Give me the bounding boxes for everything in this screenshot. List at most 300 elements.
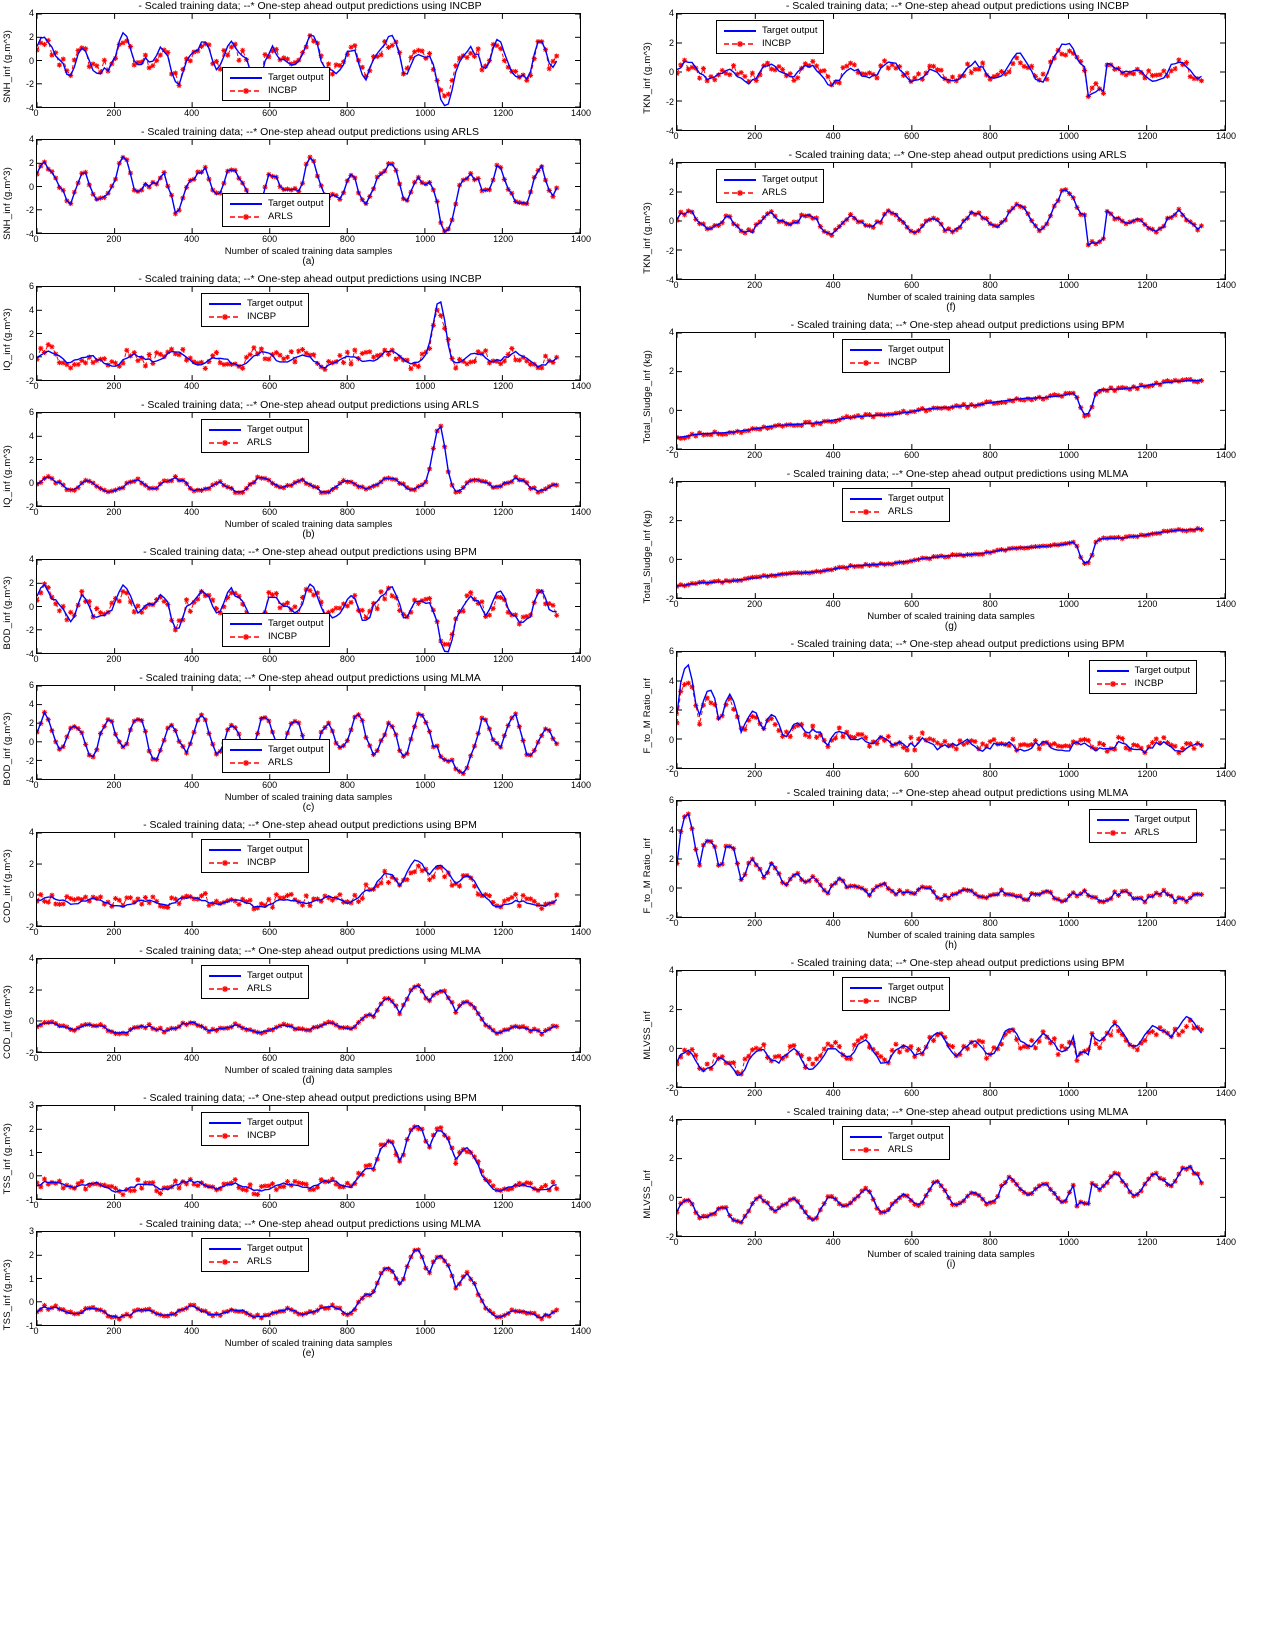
y-axis-label-text: IQ_inf (g.m^3) xyxy=(1,444,13,508)
chart-panel xyxy=(640,149,1275,313)
x-tick: 400 xyxy=(184,1326,200,1336)
x-tick: 200 xyxy=(747,1237,763,1247)
legend-swatch-target xyxy=(208,844,242,855)
x-tick: 1000 xyxy=(1058,918,1079,928)
legend-label-pred: INCBP xyxy=(247,1130,277,1141)
legend-swatch-target xyxy=(1096,814,1130,825)
x-tick: 1400 xyxy=(570,234,592,244)
x-tick-labels xyxy=(673,769,1237,781)
y-axis-label-text: TSS_inf (g.m^3) xyxy=(1,1259,13,1331)
y-tick: 2 xyxy=(28,984,34,995)
x-tick: 600 xyxy=(904,769,920,779)
x-tick: 800 xyxy=(982,1237,998,1247)
legend-swatch-pred xyxy=(1096,678,1130,689)
y-tick: 0 xyxy=(28,1297,34,1308)
legend-entry-pred xyxy=(208,1129,302,1142)
y-tick: 4 xyxy=(28,554,34,564)
y-tick: 6 xyxy=(28,680,34,690)
legend-swatch-pred xyxy=(208,437,242,448)
chart-title: - Scaled training data; --* One-step ahead output predictions using MLMA xyxy=(139,672,481,684)
x-tick: 800 xyxy=(982,1088,998,1098)
chart-panel xyxy=(0,1092,620,1212)
x-tick: 1400 xyxy=(1215,280,1237,290)
plot-area xyxy=(36,13,581,108)
legend-swatch-pred xyxy=(229,757,263,768)
chart-panel xyxy=(640,319,1275,462)
y-tick-labels xyxy=(654,476,676,604)
x-tick: 800 xyxy=(982,599,998,609)
target-line xyxy=(677,1017,1201,1076)
chart-title: - Scaled training data; --* One-step ahead output predictions using BPM xyxy=(143,1092,477,1104)
y-tick: -1 xyxy=(25,1195,34,1205)
chart-title: - Scaled training data; --* One-step ahead output predictions using INCBP xyxy=(785,0,1130,12)
y-tick: 0 xyxy=(668,405,674,416)
x-tick: 1200 xyxy=(1137,769,1158,779)
chart-panel xyxy=(640,468,1275,632)
y-axis-label-text: COD_inf (g.m^3) xyxy=(1,848,13,923)
x-tick-labels xyxy=(33,1053,592,1065)
y-tick: 6 xyxy=(28,281,34,291)
legend-entry-pred xyxy=(849,356,943,369)
legend-label-pred: INCBP xyxy=(1134,678,1164,689)
y-axis-label-text: TSS_inf (g.m^3) xyxy=(1,1122,13,1195)
x-tick: 600 xyxy=(262,1326,278,1336)
x-tick: 1200 xyxy=(1137,280,1158,290)
chart-title: - Scaled training data; --* One-step ahead output predictions using INCBP xyxy=(138,273,482,285)
x-tick: 0 xyxy=(33,654,39,664)
chart-title: - Scaled training data; --* One-step ahead output predictions using ARLS xyxy=(788,149,1127,161)
x-tick: 400 xyxy=(184,507,200,517)
chart-title: - Scaled training data; --* One-step ahead output predictions using MLMA xyxy=(786,787,1129,799)
y-tick: -4 xyxy=(25,229,34,239)
legend-swatch-pred xyxy=(229,211,263,222)
y-tick: 2 xyxy=(28,718,34,728)
y-axis-label-text: F_to_M Ratio_inf xyxy=(641,678,653,754)
x-tick: 200 xyxy=(747,1088,763,1098)
x-tick: 1400 xyxy=(1215,599,1237,609)
x-tick: 1400 xyxy=(1215,131,1237,141)
x-tick: 800 xyxy=(982,450,998,460)
legend-entry-pred xyxy=(208,856,302,869)
x-tick: 200 xyxy=(747,599,763,609)
legend-swatch-pred xyxy=(849,1144,883,1155)
chart-title: - Scaled training data; --* One-step ahead output predictions using INCBP xyxy=(138,0,482,12)
y-tick: 4 xyxy=(668,157,674,167)
y-tick: 4 xyxy=(28,134,34,144)
x-tick: 1200 xyxy=(1137,131,1158,141)
y-tick: 6 xyxy=(668,795,674,805)
x-tick: 200 xyxy=(747,450,763,460)
chart-panel xyxy=(0,1218,620,1359)
x-tick: 1200 xyxy=(1137,1237,1158,1247)
chart-panel xyxy=(0,126,620,267)
y-axis-label xyxy=(640,1119,654,1270)
x-tick: 600 xyxy=(262,108,278,118)
y-axis-label xyxy=(0,958,14,1086)
x-axis-label: Number of scaled training data samples xyxy=(867,1249,1035,1260)
plot-area xyxy=(676,800,1226,918)
x-tick: 400 xyxy=(184,1053,200,1063)
y-axis-label-text: MLVSS_inf xyxy=(641,1170,653,1219)
x-axis-label: Number of scaled training data samples xyxy=(224,792,393,803)
legend-swatch-target xyxy=(208,970,242,981)
x-tick: 1400 xyxy=(570,1053,592,1063)
plot-area xyxy=(36,559,581,654)
legend-swatch-target xyxy=(229,744,263,755)
x-tick: 0 xyxy=(673,131,679,141)
x-tick-labels xyxy=(33,1326,592,1338)
y-tick: 2 xyxy=(668,854,674,864)
chart-legend xyxy=(842,1126,950,1160)
x-tick: 800 xyxy=(339,507,355,517)
chart-title: - Scaled training data; --* One-step ahead output predictions using MLMA xyxy=(786,1106,1129,1118)
y-axis-label xyxy=(0,412,14,540)
y-tick-labels xyxy=(14,827,36,932)
legend-label-target: Target output xyxy=(762,174,818,185)
y-tick-labels xyxy=(14,134,36,239)
x-tick: 1400 xyxy=(1215,450,1237,460)
y-tick-labels xyxy=(654,157,676,285)
legend-label-target: Target output xyxy=(247,1117,303,1128)
x-tick-labels xyxy=(33,1200,592,1212)
y-tick: 4 xyxy=(668,8,674,18)
y-tick: 4 xyxy=(28,827,34,837)
y-tick: 0 xyxy=(28,890,34,901)
x-tick: 1400 xyxy=(570,780,592,790)
right-column xyxy=(640,0,1275,1276)
x-tick: 0 xyxy=(33,1200,39,1210)
y-tick: 2 xyxy=(28,454,34,465)
y-tick: -2 xyxy=(665,245,674,256)
y-axis-label-text: BOD_inf (g.m^3) xyxy=(1,575,13,650)
plot-area xyxy=(36,685,581,780)
x-tick: 1400 xyxy=(570,507,592,517)
legend-label-pred: ARLS xyxy=(1134,827,1160,838)
x-tick: 200 xyxy=(106,234,122,244)
x-tick: 1200 xyxy=(493,927,514,937)
panel-caption: (c) xyxy=(302,802,315,813)
legend-entry-target xyxy=(208,1242,302,1255)
y-axis-label-text: Total_Sludge_inf (kg) xyxy=(641,509,653,604)
x-tick: 800 xyxy=(339,108,355,118)
y-tick-labels xyxy=(14,8,36,113)
legend-label-pred: ARLS xyxy=(268,757,293,768)
legend-entry-target xyxy=(1096,664,1190,677)
chart-legend xyxy=(201,965,309,999)
x-tick: 1000 xyxy=(1058,450,1079,460)
x-tick: 200 xyxy=(747,918,763,928)
chart-title: - Scaled training data; --* One-step ahead output predictions using BPM xyxy=(143,819,477,831)
y-tick: 0 xyxy=(28,737,34,747)
legend-entry-target xyxy=(849,492,943,505)
y-tick: 2 xyxy=(668,186,674,197)
y-axis-label xyxy=(640,13,654,143)
chart-legend xyxy=(222,67,330,101)
legend-swatch-target xyxy=(849,493,883,504)
y-tick: 0 xyxy=(28,1171,34,1182)
legend-label-pred: ARLS xyxy=(247,983,272,994)
legend-swatch-target xyxy=(849,982,883,993)
x-tick: 800 xyxy=(339,1053,355,1063)
y-tick: 1 xyxy=(28,1147,34,1158)
x-tick: 1000 xyxy=(1058,280,1079,290)
y-axis-label-text: MLVSS_inf xyxy=(641,1010,653,1060)
legend-entry-target xyxy=(849,981,943,994)
plot-area xyxy=(36,286,581,381)
x-tick: 1000 xyxy=(415,108,436,118)
legend-label-target: Target output xyxy=(247,298,303,309)
legend-entry-pred xyxy=(723,186,817,199)
x-tick: 1200 xyxy=(493,1053,514,1063)
legend-entry-target xyxy=(229,197,323,210)
y-tick: -4 xyxy=(25,775,34,785)
legend-entry-pred xyxy=(849,1143,943,1156)
chart-panel xyxy=(0,0,620,120)
legend-label-pred: INCBP xyxy=(888,995,918,1006)
legend-entry-target xyxy=(849,343,943,356)
y-tick: 0 xyxy=(28,55,34,66)
x-tick: 0 xyxy=(33,381,39,391)
y-tick: 4 xyxy=(28,953,34,963)
y-tick: -2 xyxy=(25,502,34,512)
y-tick: -2 xyxy=(665,594,674,604)
legend-label-target: Target output xyxy=(268,618,324,629)
x-tick: 1400 xyxy=(570,1326,592,1336)
legend-swatch-target xyxy=(723,25,757,36)
legend-entry-pred xyxy=(229,210,323,223)
x-tick: 0 xyxy=(673,1237,679,1247)
y-tick-labels xyxy=(654,8,676,136)
y-axis-label xyxy=(0,1231,14,1359)
x-tick: 1000 xyxy=(1058,1237,1079,1247)
x-tick: 1200 xyxy=(493,780,514,790)
legend-label-pred: INCBP xyxy=(247,857,277,868)
x-axis-label: Number of scaled training data samples xyxy=(867,611,1035,622)
y-axis-label-text: BOD_inf (g.m^3) xyxy=(1,712,13,786)
y-axis-label xyxy=(640,651,654,781)
x-tick: 1400 xyxy=(1215,1088,1237,1098)
panel-caption: (e) xyxy=(302,1348,315,1359)
plot-area xyxy=(676,13,1226,131)
x-tick: 400 xyxy=(825,1088,841,1098)
x-tick: 1000 xyxy=(1058,769,1079,779)
legend-swatch-target xyxy=(1096,665,1130,676)
y-tick: 0 xyxy=(28,1016,34,1027)
y-axis-label xyxy=(640,332,654,462)
legend-entry-target xyxy=(208,1116,302,1129)
y-tick-labels xyxy=(14,953,36,1058)
legend-entry-pred xyxy=(208,436,302,449)
legend-swatch-pred xyxy=(1096,827,1130,838)
legend-entry-target xyxy=(229,743,323,756)
plot-area xyxy=(676,1119,1226,1237)
x-tick: 1000 xyxy=(415,654,436,664)
y-tick: 2 xyxy=(28,31,34,42)
x-tick: 600 xyxy=(904,280,920,290)
x-tick: 200 xyxy=(106,381,122,391)
y-tick-labels xyxy=(654,327,676,455)
x-tick: 1000 xyxy=(415,1200,436,1210)
y-tick: 2 xyxy=(668,1004,674,1015)
x-tick: 400 xyxy=(825,918,841,928)
y-tick-labels xyxy=(14,407,36,512)
chart-title: - Scaled training data; --* One-step ahead output predictions using MLMA xyxy=(786,468,1129,480)
y-tick: -4 xyxy=(25,649,34,659)
legend-swatch-pred xyxy=(229,85,263,96)
x-tick-labels xyxy=(673,1237,1237,1249)
chart-legend xyxy=(842,977,950,1011)
x-tick-labels xyxy=(673,918,1237,930)
y-tick: 4 xyxy=(28,304,34,315)
y-tick-labels xyxy=(14,680,36,785)
chart-legend xyxy=(222,613,330,647)
y-tick: 3 xyxy=(28,1226,34,1236)
x-tick: 1000 xyxy=(1058,599,1079,609)
plot-area xyxy=(676,970,1226,1088)
y-axis-label-text: SNH_inf (g.m^3) xyxy=(1,30,13,103)
x-tick: 1200 xyxy=(1137,599,1158,609)
chart-legend xyxy=(201,839,309,873)
plot-area xyxy=(36,1105,581,1200)
legend-label-target: Target output xyxy=(247,970,303,981)
x-tick: 1400 xyxy=(570,927,592,937)
legend-label-target: Target output xyxy=(762,25,818,36)
legend-label-pred: INCBP xyxy=(268,631,298,642)
y-tick: 4 xyxy=(668,476,674,486)
legend-entry-pred xyxy=(1096,826,1190,839)
x-tick: 200 xyxy=(106,507,122,517)
legend-swatch-target xyxy=(229,72,263,83)
x-tick: 0 xyxy=(673,280,679,290)
y-tick: -2 xyxy=(25,376,34,386)
x-tick-labels xyxy=(33,654,592,666)
legend-label-target: Target output xyxy=(888,982,944,993)
chart-panel xyxy=(640,1106,1275,1270)
chart-legend xyxy=(842,339,950,373)
y-tick: 0 xyxy=(28,601,34,612)
legend-swatch-pred xyxy=(208,1130,242,1141)
legend-entry-target xyxy=(208,423,302,436)
x-tick: 1000 xyxy=(415,1326,436,1336)
y-tick: 4 xyxy=(668,327,674,337)
legend-entry-pred xyxy=(229,630,323,643)
y-tick: 2 xyxy=(668,366,674,377)
legend-swatch-target xyxy=(208,1243,242,1254)
y-tick: -2 xyxy=(25,756,34,766)
x-tick: 1400 xyxy=(1215,1237,1237,1247)
legend-swatch-target xyxy=(208,1117,242,1128)
legend-entry-target xyxy=(208,843,302,856)
y-tick: 4 xyxy=(28,699,34,709)
chart-title: - Scaled training data; --* One-step ahead output predictions using BPM xyxy=(790,319,1125,331)
x-tick: 1400 xyxy=(570,654,592,664)
y-tick: 2 xyxy=(28,577,34,588)
x-axis-label: Number of scaled training data samples xyxy=(224,1065,393,1076)
legend-swatch-pred xyxy=(229,631,263,642)
x-tick-labels xyxy=(33,108,592,120)
legend-label-pred: ARLS xyxy=(888,1144,913,1155)
legend-swatch-pred xyxy=(849,995,883,1006)
plot-area xyxy=(676,481,1226,599)
legend-label-pred: INCBP xyxy=(888,357,918,368)
x-tick: 200 xyxy=(747,280,763,290)
y-axis-label-text: TKN_inf (g.m^3) xyxy=(641,42,653,114)
y-tick: 0 xyxy=(668,1043,674,1054)
target-line xyxy=(677,1166,1201,1223)
y-tick: 2 xyxy=(668,37,674,48)
x-tick: 1400 xyxy=(570,1200,592,1210)
legend-label-pred: ARLS xyxy=(762,187,787,198)
chart-panel xyxy=(0,546,620,666)
x-tick: 1000 xyxy=(415,1053,436,1063)
x-tick: 600 xyxy=(262,381,278,391)
x-tick: 600 xyxy=(262,927,278,937)
y-tick: -2 xyxy=(25,205,34,216)
x-tick: 600 xyxy=(904,450,920,460)
panel-caption: (h) xyxy=(944,940,958,951)
chart-legend xyxy=(716,20,824,54)
panel-caption: (g) xyxy=(944,621,958,632)
x-tick-labels xyxy=(673,599,1237,611)
x-tick: 1000 xyxy=(415,234,436,244)
legend-label-pred: ARLS xyxy=(247,1256,272,1267)
chart-legend xyxy=(201,419,309,453)
x-tick: 200 xyxy=(106,1326,122,1336)
x-tick: 600 xyxy=(904,1237,920,1247)
x-tick: 1000 xyxy=(1058,1088,1079,1098)
y-tick: -2 xyxy=(665,1083,674,1093)
chart-legend xyxy=(716,169,824,203)
y-tick: 2 xyxy=(668,1153,674,1164)
y-tick: -2 xyxy=(665,445,674,455)
x-tick: 200 xyxy=(106,780,122,790)
plot-area xyxy=(676,332,1226,450)
legend-swatch-pred xyxy=(723,38,757,49)
y-tick: 4 xyxy=(668,965,674,975)
chart-legend xyxy=(201,293,309,327)
y-tick: 6 xyxy=(28,407,34,417)
x-tick: 200 xyxy=(106,927,122,937)
y-tick: -2 xyxy=(665,96,674,107)
y-axis-label-text: IQ_inf (g.m^3) xyxy=(1,308,13,371)
chart-legend xyxy=(1089,809,1197,843)
chart-legend xyxy=(222,739,330,773)
legend-swatch-pred xyxy=(208,1256,242,1267)
y-tick: 0 xyxy=(28,478,34,489)
chart-title: - Scaled training data; --* One-step ahead output predictions using ARLS xyxy=(141,399,479,411)
x-tick-labels xyxy=(33,507,592,519)
y-tick-labels xyxy=(654,965,676,1093)
legend-entry-pred xyxy=(229,84,323,97)
chart-title: - Scaled training data; --* One-step ahead output predictions using MLMA xyxy=(139,945,481,957)
x-tick: 1000 xyxy=(415,381,436,391)
panel-spacer xyxy=(640,1270,1275,1276)
x-tick-labels xyxy=(673,280,1237,292)
y-tick: 4 xyxy=(28,8,34,18)
y-axis-label-text: COD_inf (g.m^3) xyxy=(1,985,13,1059)
legend-label-target: Target output xyxy=(247,844,303,855)
y-tick: 0 xyxy=(668,67,674,77)
y-axis-label xyxy=(0,832,14,939)
panel-spacer xyxy=(0,1359,620,1365)
x-tick: 600 xyxy=(262,780,278,790)
y-tick: 4 xyxy=(668,675,674,686)
x-tick: 600 xyxy=(262,654,278,664)
y-tick-labels xyxy=(14,281,36,386)
legend-entry-pred xyxy=(208,310,302,323)
x-tick-labels xyxy=(673,1088,1237,1100)
legend-entry-pred xyxy=(849,505,943,518)
